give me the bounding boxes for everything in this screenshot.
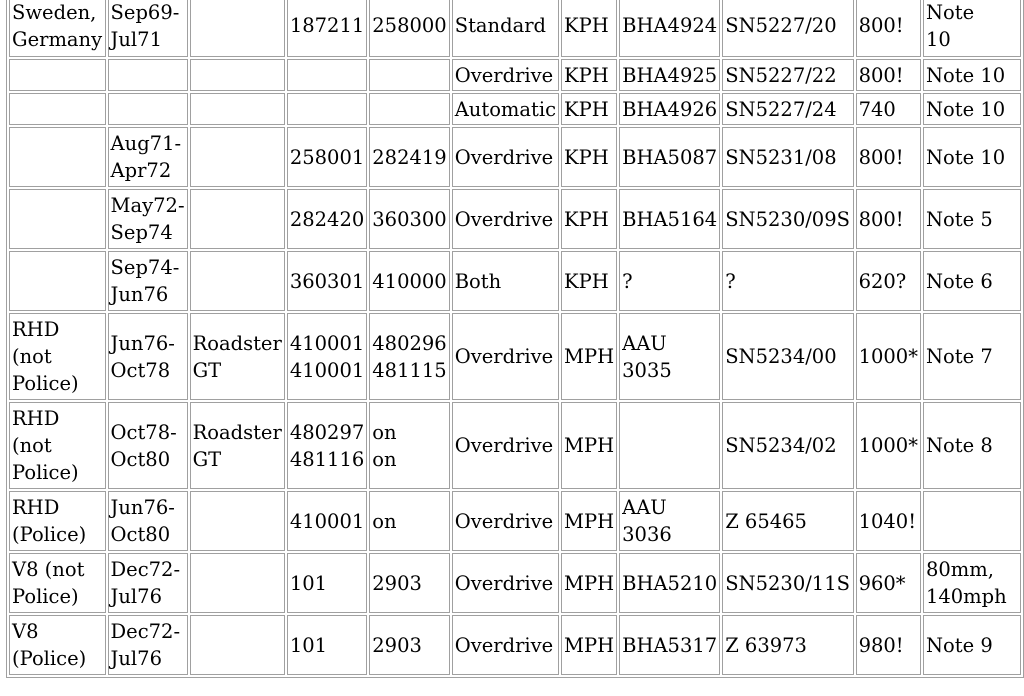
model-cell: Roadster GT: [190, 402, 285, 489]
transmission-cell: Automatic: [452, 93, 559, 125]
part-number-cell: [619, 402, 720, 489]
table-body: [9, 0, 1021, 675]
table-row: [9, 189, 1021, 249]
period-cell: Sep74- Jun76: [108, 251, 188, 311]
unit-cell: MPH: [561, 491, 617, 551]
note-cell: Note 8: [923, 402, 1021, 489]
table-row: [9, 553, 1021, 613]
table-row: [9, 313, 1021, 400]
chassis-to-cell: 2903: [369, 553, 449, 613]
part-number-cell: BHA4924: [619, 0, 720, 57]
period-cell: [108, 93, 188, 125]
chassis-to-cell: 2903: [369, 615, 449, 675]
tpm-cell: 1040!: [856, 491, 921, 551]
table-row: [9, 491, 1021, 551]
note-cell: Note 5: [923, 189, 1021, 249]
transmission-cell: Overdrive: [452, 402, 559, 489]
market-cell: RHD (not Police): [9, 313, 106, 400]
note-cell: Note 10: [923, 127, 1021, 187]
unit-cell: MPH: [561, 553, 617, 613]
speedo-number-cell: SN5230/09S: [722, 189, 853, 249]
chassis-to-cell: [369, 59, 449, 91]
part-number-cell: AAU 3036: [619, 491, 720, 551]
unit-cell: KPH: [561, 93, 617, 125]
tpm-cell: 740: [856, 93, 921, 125]
period-cell: [108, 59, 188, 91]
speedo-number-cell: Z 63973: [722, 615, 853, 675]
speedo-number-cell: ?: [722, 251, 853, 311]
period-cell: Dec72- Jul76: [108, 553, 188, 613]
chassis-to-cell: on: [369, 491, 449, 551]
period-cell: Aug71- Apr72: [108, 127, 188, 187]
period-cell: May72- Sep74: [108, 189, 188, 249]
model-cell: [190, 251, 285, 311]
model-cell: [190, 189, 285, 249]
chassis-from-cell: 360301: [287, 251, 367, 311]
table-row: [9, 59, 1021, 91]
chassis-from-cell: 101: [287, 553, 367, 613]
model-cell: [190, 0, 285, 57]
chassis-to-cell: [369, 93, 449, 125]
unit-cell: MPH: [561, 615, 617, 675]
chassis-from-cell: 480297 481116: [287, 402, 367, 489]
chassis-to-cell: 360300: [369, 189, 449, 249]
unit-cell: KPH: [561, 251, 617, 311]
note-cell: Note 7: [923, 313, 1021, 400]
tpm-cell: 800!: [856, 59, 921, 91]
period-cell: Jun76- Oct80: [108, 491, 188, 551]
tpm-cell: 1000*: [856, 402, 921, 489]
market-cell: RHD (not Police): [9, 402, 106, 489]
model-cell: [190, 127, 285, 187]
speedo-number-cell: Z 65465: [722, 491, 853, 551]
chassis-from-cell: [287, 59, 367, 91]
part-number-cell: BHA5087: [619, 127, 720, 187]
market-cell: [9, 251, 106, 311]
chassis-from-cell: 258001: [287, 127, 367, 187]
tpm-cell: 980!: [856, 615, 921, 675]
speedo-number-cell: SN5234/02: [722, 402, 853, 489]
market-cell: Sweden, Germany: [9, 0, 106, 57]
transmission-cell: Overdrive: [452, 553, 559, 613]
model-cell: Roadster GT: [190, 313, 285, 400]
table-row: [9, 127, 1021, 187]
transmission-cell: Standard: [452, 0, 559, 57]
specification-table: [6, 0, 1024, 678]
market-cell: [9, 127, 106, 187]
chassis-from-cell: 187211: [287, 0, 367, 57]
tpm-cell: 960*: [856, 553, 921, 613]
part-number-cell: BHA5210: [619, 553, 720, 613]
model-cell: [190, 59, 285, 91]
model-cell: [190, 553, 285, 613]
market-cell: V8 (not Police): [9, 553, 106, 613]
chassis-from-cell: [287, 93, 367, 125]
part-number-cell: ?: [619, 251, 720, 311]
tpm-cell: 800!: [856, 189, 921, 249]
market-cell: [9, 59, 106, 91]
table-row: [9, 93, 1021, 125]
speedo-number-cell: SN5230/11S: [722, 553, 853, 613]
chassis-to-cell: 258000: [369, 0, 449, 57]
tpm-cell: 620?: [856, 251, 921, 311]
market-cell: V8 (Police): [9, 615, 106, 675]
transmission-cell: Overdrive: [452, 313, 559, 400]
market-cell: [9, 189, 106, 249]
unit-cell: KPH: [561, 0, 617, 57]
speedo-number-cell: SN5227/22: [722, 59, 853, 91]
table-row: [9, 615, 1021, 675]
speedo-number-cell: SN5227/24: [722, 93, 853, 125]
tpm-cell: 1000*: [856, 313, 921, 400]
part-number-cell: AAU 3035: [619, 313, 720, 400]
chassis-from-cell: 282420: [287, 189, 367, 249]
period-cell: Jun76- Oct78: [108, 313, 188, 400]
speedo-number-cell: SN5234/00: [722, 313, 853, 400]
part-number-cell: BHA4925: [619, 59, 720, 91]
chassis-to-cell: 282419: [369, 127, 449, 187]
note-cell: Note 10: [923, 93, 1021, 125]
transmission-cell: Both: [452, 251, 559, 311]
note-cell: Note 6: [923, 251, 1021, 311]
period-cell: Sep69- Jul71: [108, 0, 188, 57]
transmission-cell: Overdrive: [452, 491, 559, 551]
part-number-cell: BHA5317: [619, 615, 720, 675]
market-cell: RHD (Police): [9, 491, 106, 551]
period-cell: Oct78- Oct80: [108, 402, 188, 489]
note-cell: [923, 491, 1021, 551]
chassis-from-cell: 410001: [287, 491, 367, 551]
model-cell: [190, 93, 285, 125]
note-cell: 80mm, 140mph: [923, 553, 1021, 613]
transmission-cell: Overdrive: [452, 189, 559, 249]
market-cell: [9, 93, 106, 125]
unit-cell: KPH: [561, 59, 617, 91]
transmission-cell: Overdrive: [452, 127, 559, 187]
unit-cell: KPH: [561, 189, 617, 249]
model-cell: [190, 491, 285, 551]
part-number-cell: BHA4926: [619, 93, 720, 125]
transmission-cell: Overdrive: [452, 59, 559, 91]
unit-cell: MPH: [561, 402, 617, 489]
table-row: [9, 251, 1021, 311]
table-row: [9, 402, 1021, 489]
speedo-number-cell: SN5227/20: [722, 0, 853, 57]
table-row: [9, 0, 1021, 57]
period-cell: Dec72- Jul76: [108, 615, 188, 675]
model-cell: [190, 615, 285, 675]
unit-cell: KPH: [561, 127, 617, 187]
chassis-from-cell: 410001 410001: [287, 313, 367, 400]
tpm-cell: 800!: [856, 127, 921, 187]
chassis-to-cell: 410000: [369, 251, 449, 311]
unit-cell: MPH: [561, 313, 617, 400]
chassis-to-cell: 480296 481115: [369, 313, 449, 400]
note-cell: Note 10: [923, 59, 1021, 91]
part-number-cell: BHA5164: [619, 189, 720, 249]
note-cell: Note 10: [923, 0, 1021, 57]
tpm-cell: 800!: [856, 0, 921, 57]
note-cell: Note 9: [923, 615, 1021, 675]
transmission-cell: Overdrive: [452, 615, 559, 675]
chassis-to-cell: on on: [369, 402, 449, 489]
chassis-from-cell: 101: [287, 615, 367, 675]
speedo-number-cell: SN5231/08: [722, 127, 853, 187]
